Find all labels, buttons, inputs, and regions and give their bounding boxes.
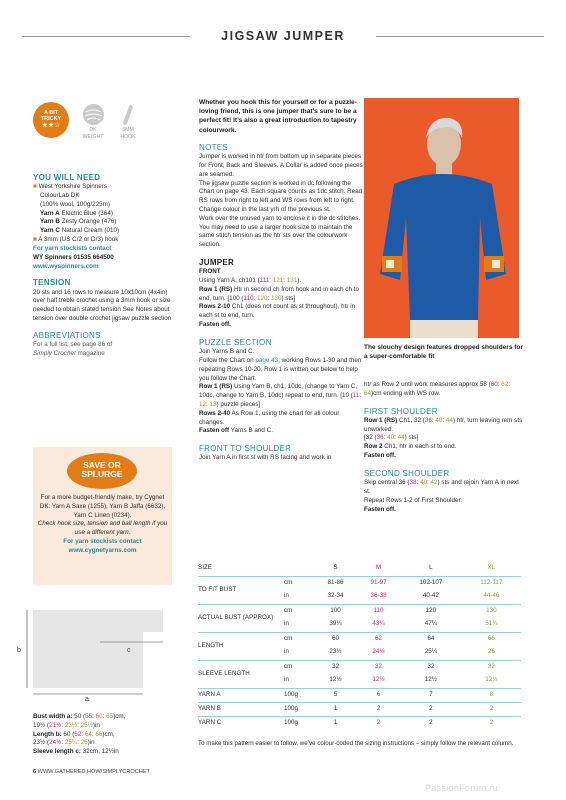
table-row: in 39¼ 43¼ 47¼ 51¼ (284, 620, 498, 628)
front-to-shoulder-heading: FRONT TO SHOULDER (199, 444, 292, 454)
second-shoulder-heading: SECOND SHOULDER (364, 468, 450, 478)
weight-label-line1: DK (89, 127, 97, 133)
save-or-splurge-box (33, 447, 172, 585)
hook-label-line2: HOOK (120, 133, 136, 140)
tension-heading: TENSION (33, 278, 71, 288)
weight-label-line2: WEIGHT (82, 133, 104, 140)
save-or-splurge-text: For a more budget-friendly make, try Cygnet DK: Yarn A Saxe (1255), Yarn B Jaffa (6632), Yarn C Linen (0234). Check hook size, tension and ball length if you use a different yarn. For yarn stockists contact www.cygnetyarns.com (37, 494, 168, 554)
length: Length b: 60 (62: 64: 66)cm, (33, 730, 115, 738)
model-photo (364, 98, 519, 338)
footer-url[interactable]: WWW.GATHERED.HOW/SIMPLYCROCHET (36, 769, 150, 775)
bullet-icon: ■ (33, 183, 37, 191)
intro-text: Whether you hook this for yourself or for a puzzle-loving friend, this is one jumper that’s sure to be a perfect fit! It’s also a great introduction to tapestry colourwork. (199, 99, 357, 134)
left-column: YOU WILL NEED ■ West Yorkshire Spinners ColourLab DK (100% wool, 100g/225m) Yarn A Electric Blue (364) Yarn B Zesty Orange (476) Yarn C Natural Cream (010) ■ A 3mm (US C/2 or D/3) hook For yarn stockists contact WY Spinners 01535 664500 www.wyspinners.com TENSION 20 sts and 16 rows to measure 10x10cm (4x4in) over half treble crochet using a 3mm hook or size needed to obtain stated tension See Notes about tension over double crochet jigsaw puzzle section ABBREVIATIONS For a full list, see page 86 of Simply Crochet magazine (33, 173, 172, 357)
table-row: YARN C 100g 1 2 2 2 (198, 716, 521, 730)
right-column: htr as Row 2 until work measures approx 58 (60: 62: 64)cm ending with WS row. FIRST SHOULDER Row 1 (RS) Ch1, 32 (36: 40: 44) htr, turn leaving rem sts unworked. [32 (36: 40: 44) sts] Row 2 Ch1, htr in each st to end. Fasten off. SECOND SHOULDER Skip central 36 (38: 40: 42) sts and rejoin Yarn A in next st. Repeat Rows 1-2 of First Shoulder. Fasten off. (364, 381, 523, 513)
page-title: JIGSAW JUMPER (221, 29, 345, 43)
yarn-a-line: Yarn A Electric Blue (364) (40, 209, 113, 217)
page-43-link[interactable]: page 43 (255, 356, 279, 364)
table-header-row: SIZE S M L XL (198, 564, 496, 572)
yarn-ball-icon (83, 104, 104, 125)
hook-item: ■ A 3mm (US C/2 or D/3) hook (33, 236, 119, 244)
table-row: TO FIT BUST cm 81-86 91-97 102-107 112-117 (198, 576, 521, 590)
table-row: ACTUAL BUST (APPROX) cm 100 110 120 130 (198, 604, 521, 618)
puzzle-section-heading: PUZZLE SECTION (199, 337, 272, 347)
table-row: SLEEVE LENGTH cm 32 32 32 32 (198, 660, 521, 674)
tension-text: 20 sts and 16 rows to measure 10x10cm (4x4in) over half treble crochet using a 3mm hook or size needed to obtain stated tension See Notes about tension over double crochet jigsaw puzzle section (33, 288, 172, 322)
bullet-icon: ■ (33, 236, 37, 244)
table-row: YARN B 100g 1 2 2 2 (198, 702, 521, 716)
header-rule-left (22, 36, 190, 37)
finished-measurements: Bust width a: 50 (55: 60: 65)cm, 19½ (21½: 23½: 25½)in Length b: 60 (62: 64: 66)cm, 23½ (24½: 25¼: 26)in Sleeve length c: 32cm, 12½in (33, 713, 183, 757)
skill-stars-icon: ★★☆ (41, 122, 61, 130)
page-footer (33, 769, 150, 777)
yarn-b-line: Yarn B Zesty Orange (476) (40, 218, 117, 226)
table-row: in 12½ 12½ 12½ 12½ (284, 676, 498, 684)
label-c: c (127, 647, 131, 654)
photo-caption: The slouchy design features dropped shoulders for a super-comfortable fit (364, 344, 523, 361)
hook-label-line1: 3MM (122, 127, 134, 133)
yarn-item: ■ West Yorkshire Spinners (33, 183, 108, 191)
abbreviations-heading: ABBREVIATIONS (33, 330, 101, 340)
table-row: in 23½ 24½ 25¼ 26 (284, 648, 495, 656)
skill-level-line1: A BIT (43, 110, 59, 116)
table-row: YARN A 100g 5 6 7 8 (198, 688, 521, 702)
crochet-hook-icon (116, 104, 140, 126)
skill-level-line2: TRICKY (40, 116, 62, 123)
watermark: PassionForum.ru (425, 783, 499, 793)
jumper-heading: JUMPER (199, 258, 235, 267)
hook-label (108, 127, 148, 140)
sizing-table (198, 562, 521, 730)
notes-heading: NOTES (199, 142, 229, 152)
sizing-note: To make this pattern easier to follow, we’ve colour-coded the sizing instructions – simply follow the relevant column. (198, 740, 514, 747)
table-row: LENGTH cm 60 62 64 66 (198, 632, 521, 646)
save-or-splurge-badge: SAVE OR SPLURGE (67, 453, 137, 489)
weight-label (73, 127, 113, 140)
yarn-c-line: Yarn C Natural Cream (010) (40, 227, 120, 235)
page-number: 6 (33, 769, 37, 775)
bust-width: Bust width a: 50 (55: 60: 65)cm, (33, 713, 126, 720)
table-row: in 32-34 36-38 40-42 44-46 (284, 592, 500, 600)
garment-schematic (15, 602, 180, 702)
label-a: a (85, 696, 89, 702)
you-will-need-heading: YOU WILL NEED (33, 173, 101, 182)
sleeve-length: Sleeve length c: 32cm, 12½in (33, 748, 119, 756)
middle-column: Whether you hook this for yourself or for a puzzle-loving friend, this is one jumper that’s sure to be a perfect fit! It’s also a great introduction to tapestry colourwork. NOTES Jumper is worked in htr from bottom up in separate pieces for Front, Back and Sleeves. A Collar is added once pieces are seamed. The jigsaw puzzle section is worked in dc following the Chart on page 43. Each square counts as 1dc stitch. Read RS rows from right to left and WS rows from left to right. Change colour in the last yrh of the previous st. Work over the unused yarn to enclose it in the dc stitches. You may need to use a larger hook size to maintain the same stitch tension as the htr sts over the colourwork section. JUMPER FRONT Using Yarn A, ch101 (111: 121: 131). Row 1 (RS) Htr in second ch from hook and in each ch to end, turn. [100 (110: 120: 130) sts] Rows 2-10 Ch1 (does not count as st throughout), htr in each st to end, turn. Fasten off. PUZZLE SECTION Join Yarns B and C. Follow the Chart on page 43, working Rows 1-30 and then repeating Rows 10-20. Row 1 is written out below to help you follow the Chart. Row 1 (RS) Using Yarn B, ch1, 10dc, (change to Yarn C, 10dc, change to Yarn B, 10dc) repeat to end, turn. [10 (11: 12: 13) puzzle pieces] Rows 2-40 As Row 1, using the chart for all colour changes. Fasten off Yarns B and C. FRONT TO SHOULDER Join Yarn A in first st with RS facing and work in (199, 99, 363, 462)
front-subheading: FRONT (199, 268, 221, 276)
first-shoulder-heading: FIRST SHOULDER (364, 406, 438, 416)
label-b: b (17, 647, 21, 654)
abbreviations-text: For a full list, see page 86 of Simply Crochet magazine (33, 340, 113, 357)
header-rule-right (376, 36, 544, 37)
skill-level-badge (33, 102, 69, 138)
